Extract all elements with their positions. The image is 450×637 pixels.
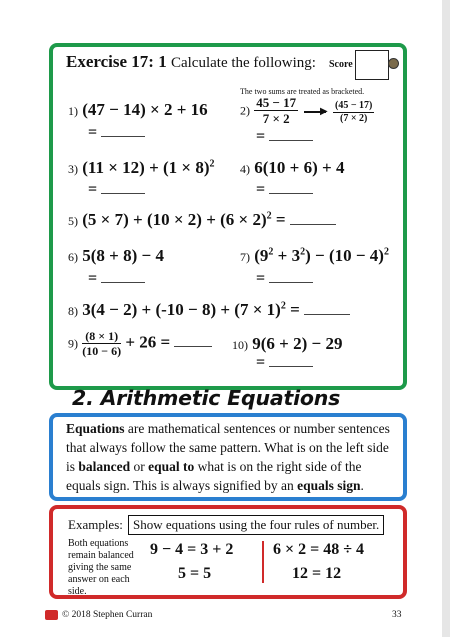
examples-instruction: Show equations using the four rules of number. <box>128 515 384 535</box>
example-right-line1: 6 × 2 = 48 ÷ 4 <box>273 541 365 558</box>
footer-copyright: © 2018 Stephen Curran <box>62 610 153 620</box>
examples-note: Both equations remain balanced giving the same answer on each side. <box>68 538 134 597</box>
bracket-note: The two sums are treated as bracketed. <box>240 87 365 96</box>
section-title: 2. Arithmetic Equations <box>72 386 341 410</box>
examples-label: Examples: <box>68 517 123 532</box>
exercise-title: Exercise 17: 1 <box>66 52 167 71</box>
question-1: 1) (47 − 14) × 2 + 16 <box>68 100 208 119</box>
arrow-head-icon: ▶ <box>320 106 328 117</box>
example-right-line2: 12 = 12 <box>292 565 342 582</box>
question-10: 10) 9(6 + 2) − 29 <box>232 334 343 353</box>
question-8: 8) $3(4 - 2) + (-10 - 8) + (7 \times 1)^2$ = <box>68 300 350 320</box>
answer-8[interactable] <box>304 304 350 315</box>
page-edge <box>442 0 450 637</box>
question-5: 5) $(5 \times 7) + (10 \times 2) + (6 \times 2)^2$ = <box>68 210 336 230</box>
pin-icon <box>388 58 399 69</box>
page-number: 33 <box>392 610 402 620</box>
answer-2[interactable]: = <box>256 128 313 146</box>
answer-6[interactable]: = <box>88 270 145 288</box>
question-6: 6) 5(8 + 8) − 4 <box>68 246 164 265</box>
score-label: Score <box>329 59 353 70</box>
exercise-instruction: Calculate the following: <box>170 55 316 71</box>
examples-divider <box>262 541 264 583</box>
score-input[interactable] <box>355 50 389 80</box>
question-2: 2) $\frac{45 - 17}{7 \times 2}$ <box>240 95 297 126</box>
answer-9[interactable] <box>174 336 212 347</box>
question-9: 9) $\frac{(8 \times 1)}{(10 - 6)}$ + 26 = <box>68 330 212 357</box>
question-2-bracketed: $\frac{(45 - 17)}{(7 \times 2)}$ <box>335 100 373 124</box>
publisher-logo <box>45 610 58 620</box>
definition-text: Equations are mathematical sentences or number sentences that always follow the same pattern. What is on the left side is balanced or equal to what is on the right side of the equals sign. This is always signified by an equals sign. <box>66 421 390 493</box>
example-left-line2: 5 = 5 <box>178 565 212 582</box>
exercise-heading <box>66 52 316 72</box>
question-3: 3) $(11 \times 12) + (1 \times 8)^2$ <box>68 158 215 177</box>
answer-3[interactable]: = <box>88 181 145 199</box>
question-7: 7) $(9^2 + 3^2) - (10 - 4)^2$ <box>240 246 389 265</box>
answer-4[interactable]: = <box>256 181 313 199</box>
answer-1[interactable]: = <box>88 124 145 142</box>
answer-5[interactable] <box>290 214 336 225</box>
question-4: 4) 6(10 + 6) + 4 <box>240 158 345 177</box>
example-left-line1: 9 − 4 = 3 + 2 <box>150 541 234 558</box>
answer-7[interactable]: = <box>256 270 313 288</box>
answer-10[interactable]: = <box>256 354 313 372</box>
